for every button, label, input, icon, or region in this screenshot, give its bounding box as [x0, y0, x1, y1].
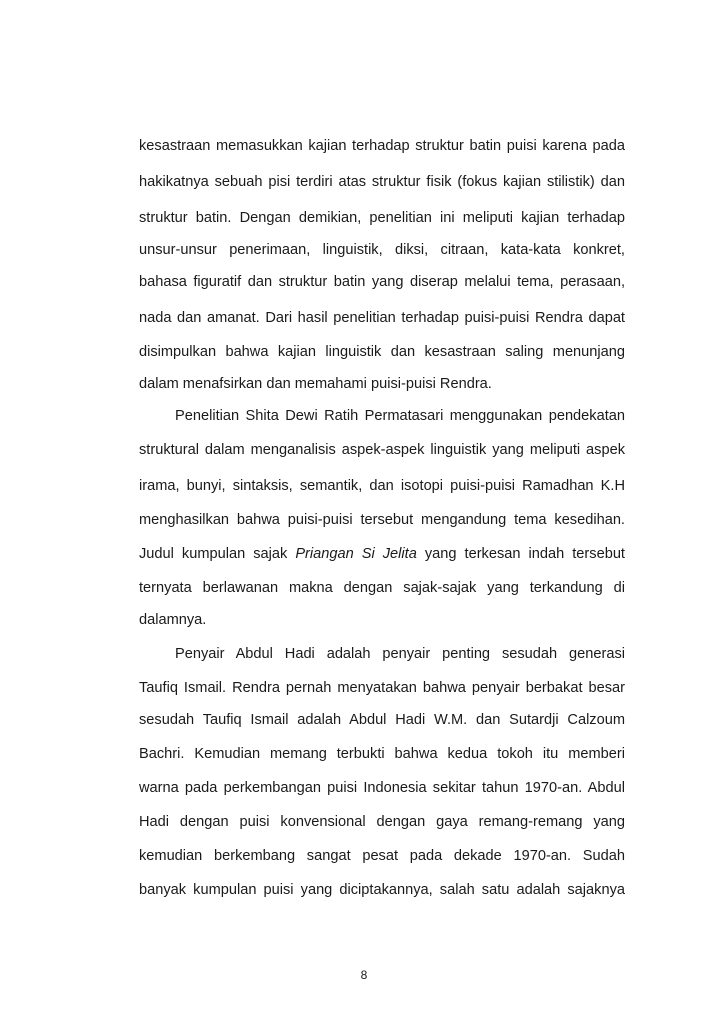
text-segment: Judul kumpulan sajak — [139, 546, 296, 562]
text-line: Bachri. Kemudian memang terbukti bahwa kedua tokoh itu memberi — [139, 746, 625, 762]
text-line: unsur-unsur penerimaan, linguistik, diksi, citraan, kata-kata konkret, — [139, 242, 625, 258]
text-line: nada dan amanat. Dari hasil penelitian terhadap puisi-puisi Rendra dapat — [139, 310, 625, 326]
text-line: Penyair Abdul Hadi adalah penyair penting sesudah generasi — [175, 646, 625, 662]
text-line: kemudian berkembang sangat pesat pada dekade 1970-an. Sudah — [139, 848, 625, 864]
text-line: struktur batin. Dengan demikian, penelitian ini meliputi kajian terhadap — [139, 210, 625, 226]
text-line: disimpulkan bahwa kajian linguistik dan kesastraan saling menunjang — [139, 344, 625, 360]
text-line: kesastraan memasukkan kajian terhadap struktur batin puisi karena pada — [139, 138, 625, 154]
book-title: Priangan Si Jelita — [295, 546, 417, 562]
text-line: ternyata berlawanan makna dengan sajak-sajak yang terkandung di — [139, 580, 625, 596]
text-line: hakikatnya sebuah pisi terdiri atas struktur fisik (fokus kajian stilistik) dan — [139, 174, 625, 190]
text-line: banyak kumpulan puisi yang diciptakannya, salah satu adalah sajaknya — [139, 882, 625, 898]
text-line: dalam menafsirkan dan memahami puisi-puisi Rendra. — [139, 376, 492, 392]
text-line-with-title — [139, 545, 625, 563]
page-number: 8 — [360, 968, 368, 982]
text-line: bahasa figuratif dan struktur batin yang diserap melalui tema, perasaan, — [139, 274, 625, 290]
text-line: sesudah Taufiq Ismail adalah Abdul Hadi W.M. dan Sutardji Calzoum — [139, 712, 625, 728]
text-line: irama, bunyi, sintaksis, semantik, dan isotopi puisi-puisi Ramadhan K.H — [139, 478, 625, 494]
text-line: struktural dalam menganalisis aspek-aspek linguistik yang meliputi aspek — [139, 442, 625, 458]
text-line: Penelitian Shita Dewi Ratih Permatasari menggunakan pendekatan — [175, 408, 625, 424]
text-line: Hadi dengan puisi konvensional dengan gaya remang-remang yang — [139, 814, 625, 830]
text-line: menghasilkan bahwa puisi-puisi tersebut mengandung tema kesedihan. — [139, 512, 625, 528]
text-line: Taufiq Ismail. Rendra pernah menyatakan bahwa penyair berbakat besar — [139, 680, 625, 696]
text-line: warna pada perkembangan puisi Indonesia sekitar tahun 1970-an. Abdul — [139, 780, 625, 796]
text-line: dalamnya. — [139, 612, 207, 628]
text-segment: yang terkesan indah tersebut — [416, 546, 625, 562]
